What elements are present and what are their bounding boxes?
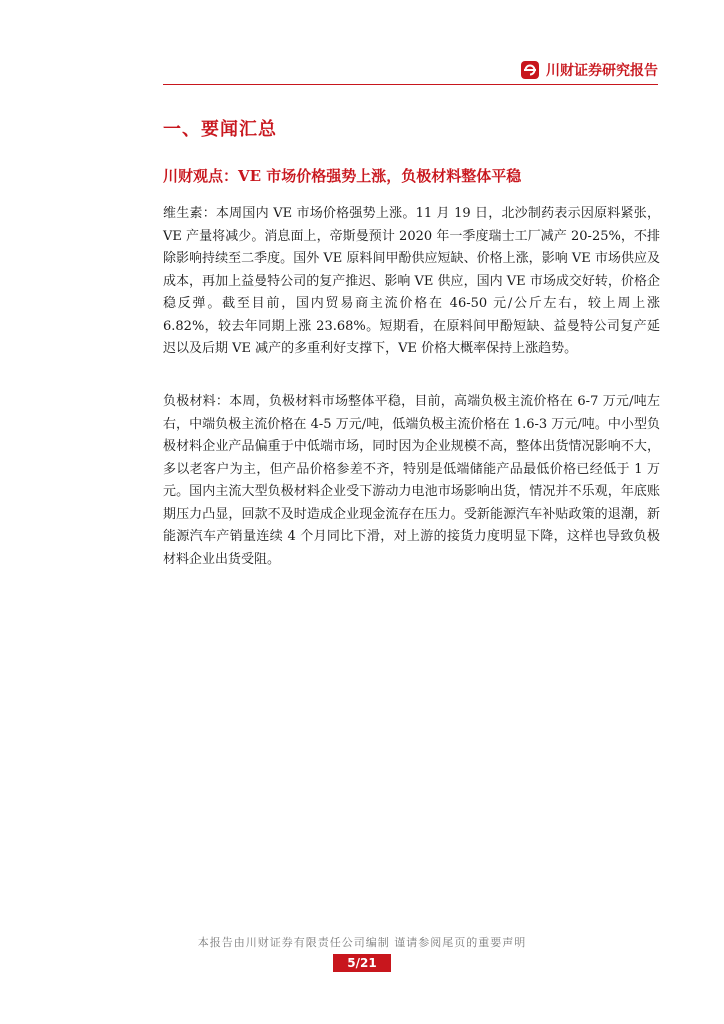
footer-disclaimer: 本报告由川财证券有限责任公司编制 谨请参阅尾页的重要声明 bbox=[197, 936, 527, 949]
brand-name: 川财证券研究报告 bbox=[546, 63, 658, 79]
header-brand bbox=[520, 58, 658, 82]
header-divider bbox=[163, 84, 658, 85]
section-title: 一、要闻汇总 bbox=[163, 119, 277, 140]
page-number: 5/21 bbox=[333, 954, 391, 972]
paragraph-anode-material: 负极材料：本周，负极材料市场整体平稳，目前，高端负极主流价格在 6-7 万元/吨左右，中端负极主流价格在 4-5 万元/吨，低端负极主流价格在 1.6-3 万元/吨。中小型负极材料企业产品偏重于中低端市场，同时因为企业规模不高，整体出货情况影响不大，多以老客户为主，但产品价格参差不齐，特别是低端储能产品最低价格已经低于 1 万元。国内主流大型负极材料企业受下游动力电池市场影响出货，情况并不乐观，年底账期压力凸显，回款不及时造成企业现金流存在压力。受新能源汽车补贴政策的退潮，新能源汽车产销量连续 4 个月同比下滑，对上游的接货力度明显下降，这样也导致负极材料企业出货受阻。 bbox=[163, 394, 660, 567]
paragraph-vitamin: 维生素：本周国内 VE 市场价格强势上涨。11 月 19 日，北沙制药表示因原料紧张，VE 产量将减少。消息面上，帝斯曼预计 2020 年一季度瑞士工厂减产 20-25%，不排除影响持续至二季度。国外 VE 原料间甲酚供应短缺、价格上涨，影响 VE 市场供应及成本，再加上益曼特公司的复产推迟、影响 VE 供应，国内 VE 市场成交好转，价格企稳反弹。截至目前，国内贸易商主流价格在 46-50 元/公斤左右，较上周上涨 6.82%，较去年同期上涨 23.68%。短期看，在原料间甲酚短缺、益曼特公司复产延迟以及后期 VE 减产的多重利好支撑下，VE 价格大概率保持上涨趋势。 bbox=[163, 206, 660, 356]
company-logo-icon bbox=[520, 60, 540, 80]
subsection-title: 川财观点：VE 市场价格强势上涨，负极材料整体平稳 bbox=[163, 167, 522, 185]
